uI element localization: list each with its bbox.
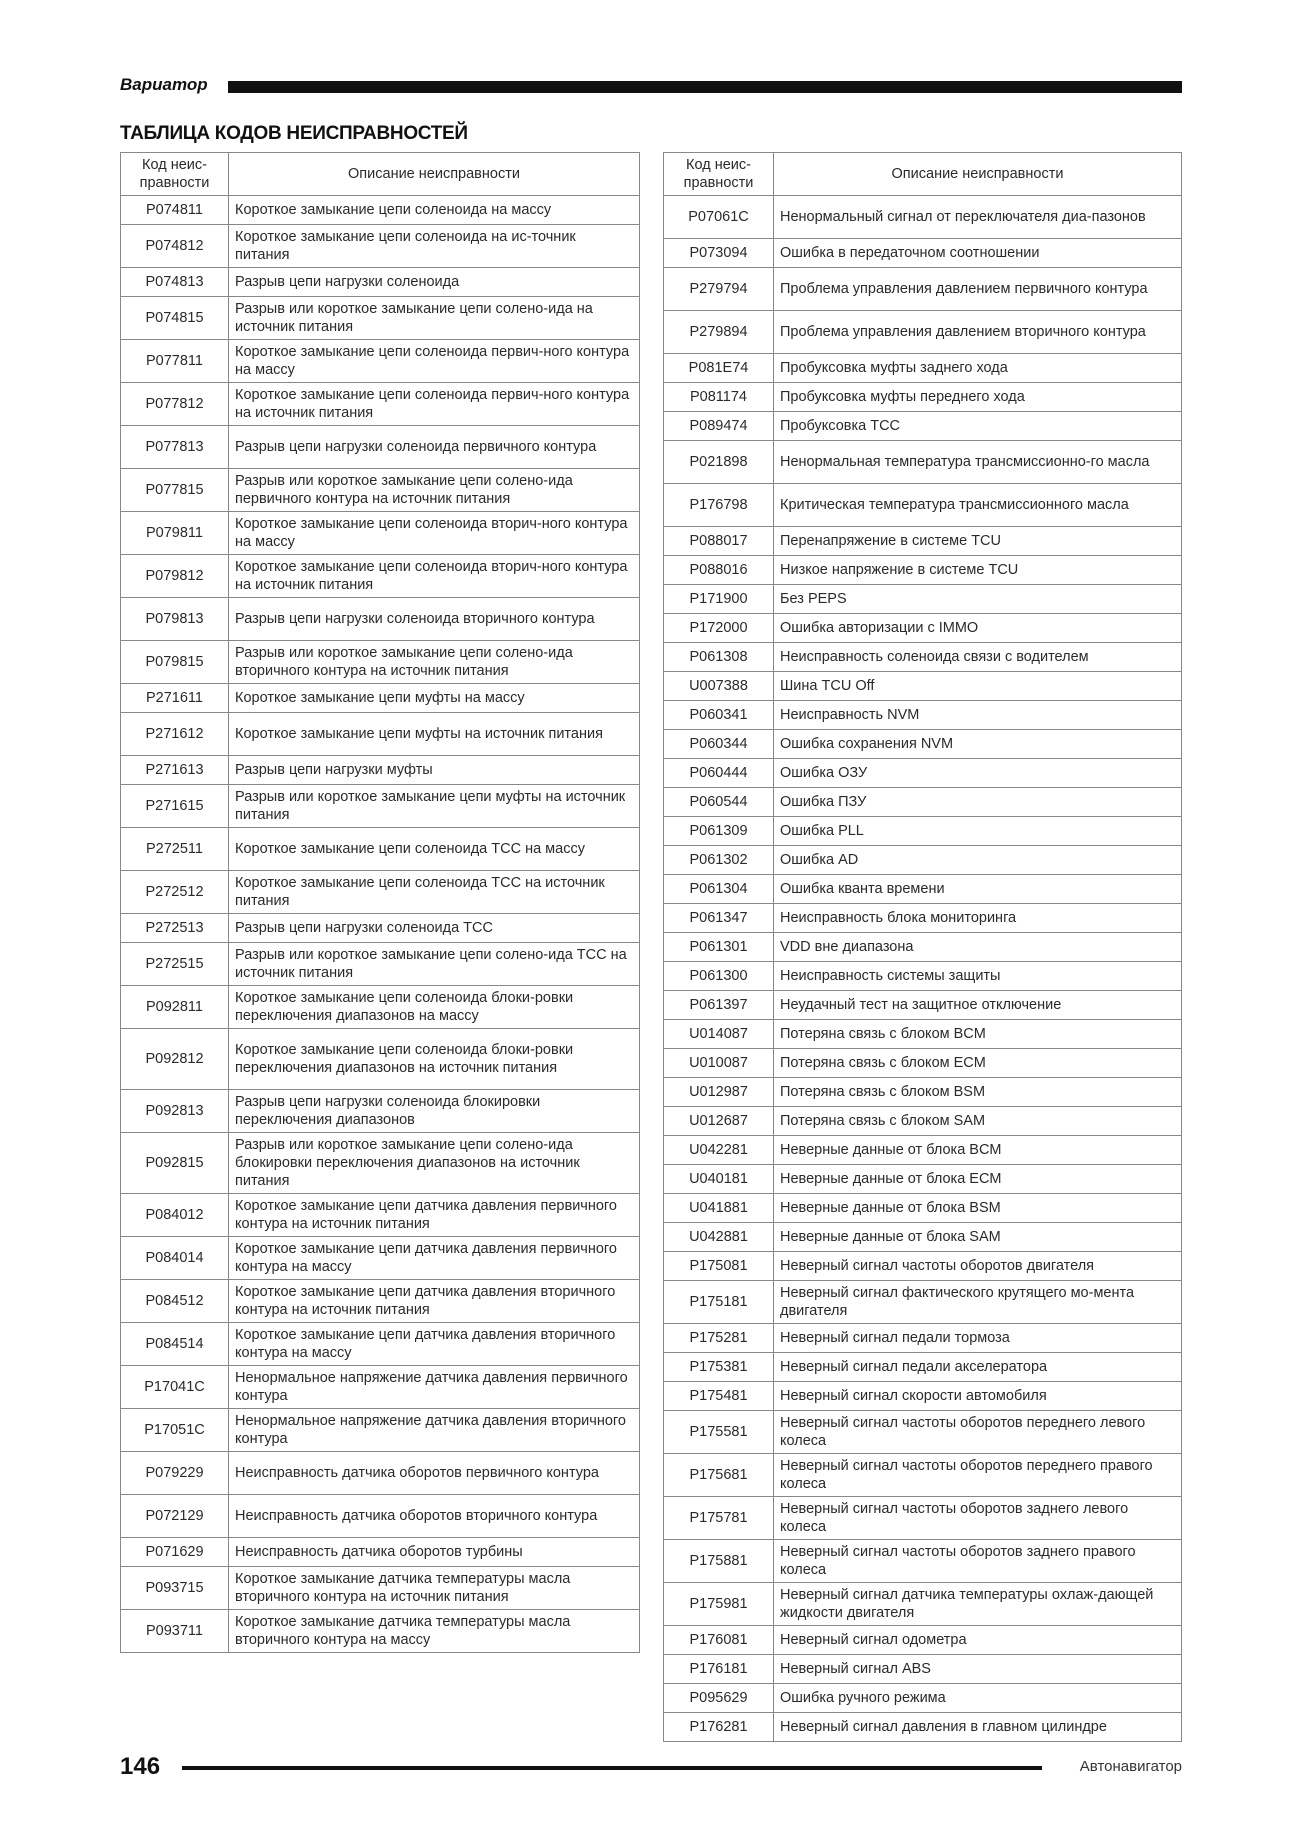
fault-description: Ошибка в передаточном соотношении	[774, 239, 1182, 268]
fault-description: Неверный сигнал педали акселератора	[774, 1353, 1182, 1382]
fault-description: Пробуксовка TCC	[774, 412, 1182, 441]
fault-description: Короткое замыкание датчика температуры масла вторичного контура на массу	[229, 1610, 640, 1653]
fault-description: Потеряна связь с блоком BCM	[774, 1020, 1182, 1049]
fault-description: Короткое замыкание цепи соленоида TCC на массу	[229, 828, 640, 871]
table-row	[664, 556, 1182, 585]
table-row	[664, 527, 1182, 556]
fault-code: P175181	[664, 1281, 774, 1324]
code-column-header: Код неис-правности	[121, 153, 229, 196]
fault-code: P17041C	[121, 1366, 229, 1409]
table-row	[664, 962, 1182, 991]
table-row	[664, 1713, 1182, 1742]
fault-description: Разрыв цепи нагрузки соленоида TCC	[229, 914, 640, 943]
fault-description: Неудачный тест на защитное отключение	[774, 991, 1182, 1020]
fault-description: Ошибка авторизации с IMMO	[774, 614, 1182, 643]
fault-code: P07061C	[664, 196, 774, 239]
fault-code: P088016	[664, 556, 774, 585]
fault-description: Неверный сигнал датчика температуры охлаж-дающей жидкости двигателя	[774, 1583, 1182, 1626]
fault-description: Неверные данные от блока SAM	[774, 1223, 1182, 1252]
table-row	[121, 1323, 640, 1366]
fault-description: Потеряна связь с блоком BSM	[774, 1078, 1182, 1107]
fault-code: P077811	[121, 340, 229, 383]
fault-description: Проблема управления давлением вторичного контура	[774, 311, 1182, 354]
fault-description: Неверный сигнал ABS	[774, 1655, 1182, 1684]
fault-description: Низкое напряжение в системе TCU	[774, 556, 1182, 585]
fault-description: Короткое замыкание цепи соленоида первич-ного контура на источник питания	[229, 383, 640, 426]
section-label: Вариатор	[120, 75, 208, 94]
fault-description: Разрыв цепи нагрузки соленоида	[229, 268, 640, 297]
left-table-column	[120, 152, 640, 1653]
table-row	[121, 1237, 640, 1280]
table-row	[121, 914, 640, 943]
table-row	[121, 426, 640, 469]
table-row	[121, 986, 640, 1029]
fault-description: Ненормальное напряжение датчика давления вторичного контура	[229, 1409, 640, 1452]
table-row	[121, 225, 640, 268]
table-row	[664, 1540, 1182, 1583]
fault-description: Разрыв или короткое замыкание цепи солено-ида вторичного контура на источник питания	[229, 641, 640, 684]
description-column-header: Описание неисправности	[774, 153, 1182, 196]
fault-description: Неисправность датчика оборотов первичного контура	[229, 1452, 640, 1495]
fault-code: P176181	[664, 1655, 774, 1684]
fault-code: P175981	[664, 1583, 774, 1626]
table-row	[121, 713, 640, 756]
fault-description: Короткое замыкание цепи соленоида вторич-ного контура на массу	[229, 512, 640, 555]
table-row	[664, 1497, 1182, 1540]
table-row	[121, 1133, 640, 1194]
fault-description: Ошибка ОЗУ	[774, 759, 1182, 788]
fault-code: P176081	[664, 1626, 774, 1655]
table-row	[121, 598, 640, 641]
table-row	[664, 585, 1182, 614]
fault-code: P271615	[121, 785, 229, 828]
fault-code: P271613	[121, 756, 229, 785]
fault-code: P084014	[121, 1237, 229, 1280]
table-row	[121, 268, 640, 297]
fault-code: U040181	[664, 1165, 774, 1194]
fault-code: P175681	[664, 1454, 774, 1497]
fault-description: Неисправность NVM	[774, 701, 1182, 730]
table-row	[664, 1020, 1182, 1049]
fault-description: Неверный сигнал частоты оборотов переднего правого колеса	[774, 1454, 1182, 1497]
fault-code: P073094	[664, 239, 774, 268]
fault-code: P061302	[664, 846, 774, 875]
table-row	[664, 991, 1182, 1020]
fault-code: P171900	[664, 585, 774, 614]
publisher-name: Автонавигатор	[1079, 1758, 1182, 1775]
right-table-column	[663, 152, 1182, 1742]
fault-code: P061308	[664, 643, 774, 672]
fault-description: Разрыв цепи нагрузки соленоида первичного контура	[229, 426, 640, 469]
fault-description: Неверный сигнал частоты оборотов двигателя	[774, 1252, 1182, 1281]
table-row	[664, 1049, 1182, 1078]
table-row	[664, 484, 1182, 527]
page-footer	[120, 1752, 1182, 1782]
fault-description: Неверный сигнал частоты оборотов заднего правого колеса	[774, 1540, 1182, 1583]
fault-code: P092812	[121, 1029, 229, 1090]
table-row	[664, 383, 1182, 412]
fault-code: P061301	[664, 933, 774, 962]
table-row	[664, 1324, 1182, 1353]
fault-code: P081E74	[664, 354, 774, 383]
fault-code: U042881	[664, 1223, 774, 1252]
fault-code: U041881	[664, 1194, 774, 1223]
fault-code: U014087	[664, 1020, 774, 1049]
table-row	[121, 297, 640, 340]
fault-code: P079813	[121, 598, 229, 641]
fault-code: P17051C	[121, 1409, 229, 1452]
table-row	[121, 1366, 640, 1409]
table-row	[664, 1165, 1182, 1194]
table-row	[664, 1684, 1182, 1713]
fault-code: P092815	[121, 1133, 229, 1194]
table-row	[664, 759, 1182, 788]
fault-code: P092813	[121, 1090, 229, 1133]
table-row	[121, 196, 640, 225]
fault-code: P081174	[664, 383, 774, 412]
table-row	[121, 1409, 640, 1452]
fault-description: Короткое замыкание цепи соленоида блоки-ровки переключения диапазонов на источник питания	[229, 1029, 640, 1090]
header-bar	[228, 81, 1182, 93]
fault-code: P061309	[664, 817, 774, 846]
table-row	[664, 614, 1182, 643]
table-row	[121, 1280, 640, 1323]
fault-code: U012987	[664, 1078, 774, 1107]
fault-code: P071629	[121, 1538, 229, 1567]
table-row	[121, 828, 640, 871]
fault-description: Разрыв или короткое замыкание цепи муфты на источник питания	[229, 785, 640, 828]
fault-description: Короткое замыкание цепи соленоида на ис-точник питания	[229, 225, 640, 268]
table-row	[664, 1454, 1182, 1497]
fault-description: Неверный сигнал одометра	[774, 1626, 1182, 1655]
fault-code: P077813	[121, 426, 229, 469]
fault-code: P074813	[121, 268, 229, 297]
fault-description: Ошибка PLL	[774, 817, 1182, 846]
fault-code: P021898	[664, 441, 774, 484]
fault-code: P272511	[121, 828, 229, 871]
fault-code: P175281	[664, 1324, 774, 1353]
table-row	[664, 1411, 1182, 1454]
fault-code: P095629	[664, 1684, 774, 1713]
fault-description: Неверный сигнал частоты оборотов переднего левого колеса	[774, 1411, 1182, 1454]
footer-line	[182, 1766, 1042, 1770]
fault-code: P088017	[664, 527, 774, 556]
fault-code: P093711	[121, 1610, 229, 1653]
fault-description: Ненормальный сигнал от переключателя диа-пазонов	[774, 196, 1182, 239]
fault-description: Неисправность соленоида связи с водителем	[774, 643, 1182, 672]
fault-description: Неверный сигнал фактического крутящего мо-мента двигателя	[774, 1281, 1182, 1324]
fault-code: P271611	[121, 684, 229, 713]
fault-description: Без PEPS	[774, 585, 1182, 614]
fault-code: P061300	[664, 962, 774, 991]
fault-description: Неисправность датчика оборотов турбины	[229, 1538, 640, 1567]
table-row	[664, 846, 1182, 875]
fault-code: P279794	[664, 268, 774, 311]
table-row	[121, 555, 640, 598]
table-row	[121, 785, 640, 828]
table-row	[121, 1090, 640, 1133]
fault-description: Короткое замыкание цепи датчика давления первичного контура на источник питания	[229, 1194, 640, 1237]
table-row	[121, 756, 640, 785]
fault-code: U010087	[664, 1049, 774, 1078]
fault-code: P089474	[664, 412, 774, 441]
fault-code: P060544	[664, 788, 774, 817]
table-row	[664, 701, 1182, 730]
table-row	[664, 1281, 1182, 1324]
fault-code: P060341	[664, 701, 774, 730]
table-row	[121, 1029, 640, 1090]
fault-code: P084514	[121, 1323, 229, 1366]
fault-code: P093715	[121, 1567, 229, 1610]
fault-code: P272512	[121, 871, 229, 914]
fault-description: Критическая температура трансмиссионного масла	[774, 484, 1182, 527]
table-row	[121, 1610, 640, 1653]
fault-description: Разрыв цепи нагрузки соленоида вторичного контура	[229, 598, 640, 641]
table-row	[121, 512, 640, 555]
fault-description: Пробуксовка муфты переднего хода	[774, 383, 1182, 412]
fault-code: P077815	[121, 469, 229, 512]
fault-description: Короткое замыкание цепи соленоида на массу	[229, 196, 640, 225]
fault-description: Неверные данные от блока BSM	[774, 1194, 1182, 1223]
fault-code: P074812	[121, 225, 229, 268]
fault-description: Неверные данные от блока BCM	[774, 1136, 1182, 1165]
fault-code: P061397	[664, 991, 774, 1020]
fault-codes-table-left	[120, 152, 640, 1653]
table-row	[121, 871, 640, 914]
table-row	[664, 1223, 1182, 1252]
table-row	[664, 643, 1182, 672]
fault-description: Короткое замыкание цепи соленоида блоки-ровки переключения диапазонов на массу	[229, 986, 640, 1029]
table-row	[664, 412, 1182, 441]
fault-description: Неверный сигнал частоты оборотов заднего левого колеса	[774, 1497, 1182, 1540]
fault-description: Шина TCU Off	[774, 672, 1182, 701]
table-row	[664, 1353, 1182, 1382]
fault-code: U042281	[664, 1136, 774, 1165]
table-row	[664, 904, 1182, 933]
fault-code: P079811	[121, 512, 229, 555]
fault-code: P175381	[664, 1353, 774, 1382]
fault-description: Ненормальное напряжение датчика давления первичного контура	[229, 1366, 640, 1409]
fault-description: Разрыв или короткое замыкание цепи солено-ида блокировки переключения диапазонов на источник питания	[229, 1133, 640, 1194]
table-row	[121, 684, 640, 713]
fault-code: P061347	[664, 904, 774, 933]
table-row	[664, 354, 1182, 383]
fault-description: Разрыв или короткое замыкание цепи солено-ида TCC на источник питания	[229, 943, 640, 986]
fault-description: Короткое замыкание цепи муфты на массу	[229, 684, 640, 713]
table-row	[664, 268, 1182, 311]
fault-code: P176798	[664, 484, 774, 527]
table-row	[664, 239, 1182, 268]
table-row	[664, 311, 1182, 354]
fault-description: Разрыв цепи нагрузки соленоида блокировки переключения диапазонов	[229, 1090, 640, 1133]
table-row	[664, 1078, 1182, 1107]
fault-code: P077812	[121, 383, 229, 426]
table-row	[664, 817, 1182, 846]
fault-description: Ошибка AD	[774, 846, 1182, 875]
table-row	[121, 340, 640, 383]
fault-code: P176281	[664, 1713, 774, 1742]
table-row	[664, 1583, 1182, 1626]
fault-description: Короткое замыкание цепи соленоида первич-ного контура на массу	[229, 340, 640, 383]
fault-code: P175081	[664, 1252, 774, 1281]
table-row	[121, 641, 640, 684]
table-row	[664, 933, 1182, 962]
fault-description: Разрыв цепи нагрузки муфты	[229, 756, 640, 785]
fault-description: Пробуксовка муфты заднего хода	[774, 354, 1182, 383]
table-row	[664, 1107, 1182, 1136]
fault-description: Неисправность датчика оборотов вторичного контура	[229, 1495, 640, 1538]
fault-description: Неверный сигнал педали тормоза	[774, 1324, 1182, 1353]
fault-description: Ошибка ПЗУ	[774, 788, 1182, 817]
fault-description: Разрыв или короткое замыкание цепи солено-ида на источник питания	[229, 297, 640, 340]
fault-description: Неверный сигнал скорости автомобиля	[774, 1382, 1182, 1411]
fault-description: Потеряна связь с блоком SAM	[774, 1107, 1182, 1136]
table-row	[121, 1538, 640, 1567]
fault-description: Перенапряжение в системе TCU	[774, 527, 1182, 556]
table-row	[664, 1655, 1182, 1684]
fault-description: VDD вне диапазона	[774, 933, 1182, 962]
table-row	[664, 441, 1182, 484]
fault-code: P074811	[121, 196, 229, 225]
fault-code: P279894	[664, 311, 774, 354]
fault-description: Короткое замыкание цепи датчика давления первичного контура на массу	[229, 1237, 640, 1280]
fault-code: P074815	[121, 297, 229, 340]
fault-code: P271612	[121, 713, 229, 756]
fault-code: P084012	[121, 1194, 229, 1237]
table-row	[121, 1452, 640, 1495]
code-column-header: Код неис-правности	[664, 153, 774, 196]
fault-code: P175481	[664, 1382, 774, 1411]
fault-code: P092811	[121, 986, 229, 1029]
page-number: 146	[120, 1753, 161, 1780]
table-row	[121, 1567, 640, 1610]
fault-code: P084512	[121, 1280, 229, 1323]
fault-description: Неверный сигнал давления в главном цилиндре	[774, 1713, 1182, 1742]
fault-description: Короткое замыкание датчика температуры масла вторичного контура на источник питания	[229, 1567, 640, 1610]
fault-code: P272513	[121, 914, 229, 943]
fault-code: P172000	[664, 614, 774, 643]
fault-code: P175881	[664, 1540, 774, 1583]
fault-description: Короткое замыкание цепи соленоида вторич-ного контура на источник питания	[229, 555, 640, 598]
fault-description: Короткое замыкание цепи муфты на источник питания	[229, 713, 640, 756]
fault-code: P072129	[121, 1495, 229, 1538]
table-title: ТАБЛИЦА КОДОВ НЕИСПРАВНОСТЕЙ	[120, 123, 468, 144]
table-row	[664, 1194, 1182, 1223]
fault-description: Ошибка ручного режима	[774, 1684, 1182, 1713]
fault-code: P272515	[121, 943, 229, 986]
fault-code: P079815	[121, 641, 229, 684]
fault-description: Короткое замыкание цепи датчика давления вторичного контура на массу	[229, 1323, 640, 1366]
table-row	[121, 1495, 640, 1538]
fault-description: Неисправность блока мониторинга	[774, 904, 1182, 933]
fault-codes-table-right	[663, 152, 1182, 1742]
description-column-header: Описание неисправности	[229, 153, 640, 196]
fault-code: P060444	[664, 759, 774, 788]
table-row	[121, 469, 640, 512]
fault-code: P061304	[664, 875, 774, 904]
fault-code: P079812	[121, 555, 229, 598]
table-row	[664, 1626, 1182, 1655]
fault-description: Проблема управления давлением первичного контура	[774, 268, 1182, 311]
fault-description: Ошибка кванта времени	[774, 875, 1182, 904]
table-row	[664, 1136, 1182, 1165]
fault-code: P060344	[664, 730, 774, 759]
fault-description: Короткое замыкание цепи соленоида TCC на источник питания	[229, 871, 640, 914]
page-header	[120, 74, 1182, 96]
fault-description: Неверные данные от блока ECM	[774, 1165, 1182, 1194]
table-row	[664, 730, 1182, 759]
table-row	[664, 196, 1182, 239]
fault-description: Неисправность системы защиты	[774, 962, 1182, 991]
table-row	[664, 672, 1182, 701]
table-row	[664, 1252, 1182, 1281]
table-row	[121, 1194, 640, 1237]
fault-code: U012687	[664, 1107, 774, 1136]
fault-code: P175781	[664, 1497, 774, 1540]
table-row	[121, 383, 640, 426]
fault-description: Короткое замыкание цепи датчика давления вторичного контура на источник питания	[229, 1280, 640, 1323]
table-row	[121, 943, 640, 986]
fault-code: U007388	[664, 672, 774, 701]
table-row	[664, 788, 1182, 817]
fault-description: Разрыв или короткое замыкание цепи солено-ида первичного контура на источник питания	[229, 469, 640, 512]
fault-code: P175581	[664, 1411, 774, 1454]
table-row	[664, 875, 1182, 904]
fault-description: Ненормальная температура трансмиссионно-го масла	[774, 441, 1182, 484]
table-row	[664, 1382, 1182, 1411]
fault-description: Потеряна связь с блоком ECM	[774, 1049, 1182, 1078]
fault-code: P079229	[121, 1452, 229, 1495]
fault-description: Ошибка сохранения NVM	[774, 730, 1182, 759]
